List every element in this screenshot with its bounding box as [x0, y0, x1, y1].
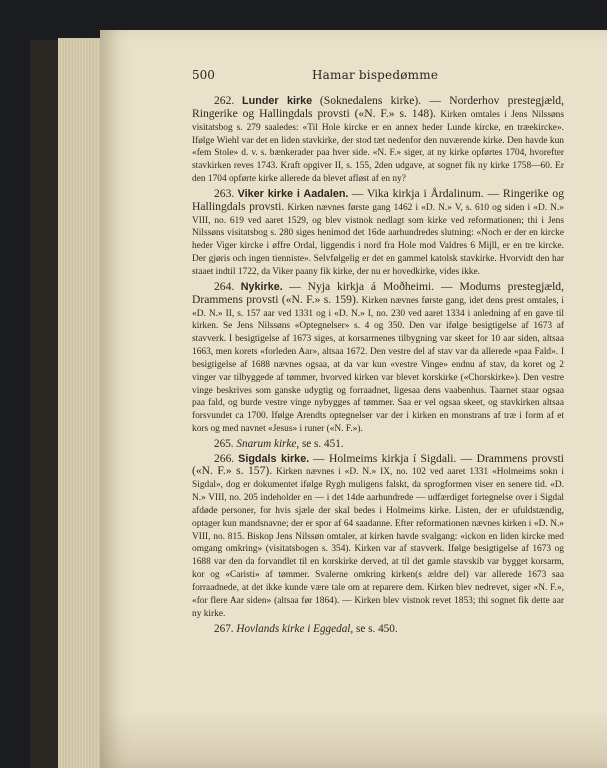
page-number: 500 — [192, 68, 215, 82]
entry-body: Kirken omtales i Jens Nilssøns visitatsbog s. 279 saaledes: «Til Hole kircke er en annex heder Lunde kircke, en træekircke». Ifølge Wiehl var det en liden stavkirke, der stod tæt nedenfor den nuværende kirke. Den havde kun «fem Stole» d. v. s. bænkerader paa hver side. «N. F.» siger, at ny kirke opførtes 1704, hvorefter stavkirken reves 1743. Kraft opgiver II, s. 155, 2den udgave, at sognet fik ny kirke 1758—60. Er den 1704 opførte kirke allerede da blevet afløst af en ny? — [192, 109, 564, 185]
entry-intro: (Soknedalens kirke). — Norderhov prestegjæld, Ringerike og Hallingdals provsti («N. F.» s. 148). — [192, 94, 565, 120]
entry-ref: Hovlands kirke i Eggedal, — [236, 622, 354, 635]
entry-name: Lunder kirke — [242, 95, 313, 107]
page-body — [192, 95, 564, 637]
entry-262 — [192, 95, 564, 186]
entry-body: Kirken nævnes første gang 1462 i «D. N.» V, s. 610 og siden i «D. N.» VIII, no. 619 ved aaret 1529, og blev vistnok nedlagt som kirke ved reformationen; thi i Jens Nilssøns visitatsbog s. 280 siges henimod det 16de aarhundredes slutning: «Noch er der en kircke heder Viger kircke i øffre Ordal, liggendis i nord fra Hole mod Valdres 6 Mijll, er en tre kircke. Der gjøris och ingen tienniste». Selvfølgelig er det en gammel katolsk stavkirke. Hvorvidt den har staaet indtil 1722, da Viker paany fik kirke, der nu er hovedkirke, vides ikke. — [192, 202, 564, 277]
entry-number: 267. — [214, 622, 234, 635]
entry-intro: — Holmeims kirkja í Sigdali. — Drammens provsti («N. F.» s. 157). — [192, 451, 564, 478]
page-header — [192, 68, 552, 86]
entry-tail: se s. 450. — [356, 622, 398, 635]
entry-body: Kirken nævnes første gang, idet dens prest omtales, i «D. N.» II, s. 157 aar ved 1331 og i «D. N.» I, no. 230 ved aaret 1334 i anledning af en gave til kirken. Se Jens Nilssøns «Optegnelser» s. 4 og 350. Den var ifølge besigtigelse af 1673 af stavverk. I besigtigelse af 1673 siges, at korsarmenes tilbygning var skeet for 10 aar siden, altsaa 1663, men korets «forleden Aar», altsaa 1672. Den vestre del af stav var da allerede «paa Fald». I besigtigelse af 1688 nævnes ogsaa, at da var kun «vestre Vinge» endnu af stav, da koret og 2 vinger var tilbyggede af tømmer, hvorved kirken var blevet korskirke («Chorskirke»). Den vestre vinge beskrives som ganske udygtig og forraadnet, ligesaa dens vaabenhus. Taarnet staar ogsaa paa fald, og burde vestre vinge nybygges af tømmer. Saa er vel ogsaa skeet, og stavkirken altsaa forsvundet ca 1700. Ifølge Arendts optegnelser var der i kirken en monstrans af træ i form af et kors og med navnet «Jesus» i runer («N. F.»). — [192, 295, 564, 435]
entry-number: 262. — [214, 94, 235, 107]
entry-number: 266. — [214, 451, 235, 465]
running-title: Hamar bispedømme — [312, 68, 439, 82]
entry-tail: se s. 451. — [301, 437, 344, 450]
entry-body: Kirken nævnes i «D. N.» IX, no. 102 ved aaret 1331 «Holmeims sokn i Sigdal», dog er dokumentet ifølge Rygh muligens falskt, da sprogformen viser en senere tid. «D. N.» VIII, no. 205 indeholder en — i det 14de aarhundrede — udfærdiget fortegnelse over i Sigdal afdøde personer, for hvis sjæle der skal bedes i Holmeims kirke. Listen, der er ufuldstændig, optager kun mandsnavne; der er spor af 64 saadanne. Efter reformationen nævnes kirken i «D. N.» VIII, no. 815. Biskop Jens Nilssøn omtaler, at kirken havde svalgang: «ickon en liden kircke med omgang omkring» (visitatsbogen s. 354). Kirken var af stavverk. Ifølge besigtigelse af 1673 og 1688 var den da forvandlet til en korskirke derved, at til det gamle stavskib var bygget korsarm, kor og «Caristi» af tømmer. Svalerne omkring kirken(s ældre del) var allerede 1673 saa forraadnede, at det ikke kunde være tale om at reparere dem. Kirken blev nedrevet, siger «N. F.», «for flere Aar siden» (altsaa før 1864). — Kirken blev vistnok revet 1853; thi sognet fik dette aar ny kirke. — [192, 467, 564, 619]
entry-266 — [192, 453, 564, 621]
entry-number: 264. — [214, 279, 235, 293]
entry-name: Nykirke. — [240, 280, 283, 293]
entry-intro: — Vika kirkja i Årdalinum. — Ringerike og Hallingdals provsti. — [192, 186, 564, 213]
entry-267 — [192, 623, 564, 636]
entry-intro: — Nyja kirkja á Moðheimi. — Modums prestegjæld, Drammens provsti («N. F.» s. 159). — [192, 279, 564, 306]
entry-number: 265. — [214, 437, 234, 450]
entry-264 — [192, 281, 564, 436]
entry-ref: Snarum kirke, — [236, 437, 300, 450]
entry-name: Sigdals kirke. — [238, 452, 310, 465]
entry-263 — [192, 188, 564, 279]
entry-265 — [192, 438, 564, 451]
page-edges — [58, 38, 103, 768]
entry-name: Viker kirke i Aadalen. — [237, 187, 349, 200]
entry-number: 263. — [214, 186, 235, 200]
